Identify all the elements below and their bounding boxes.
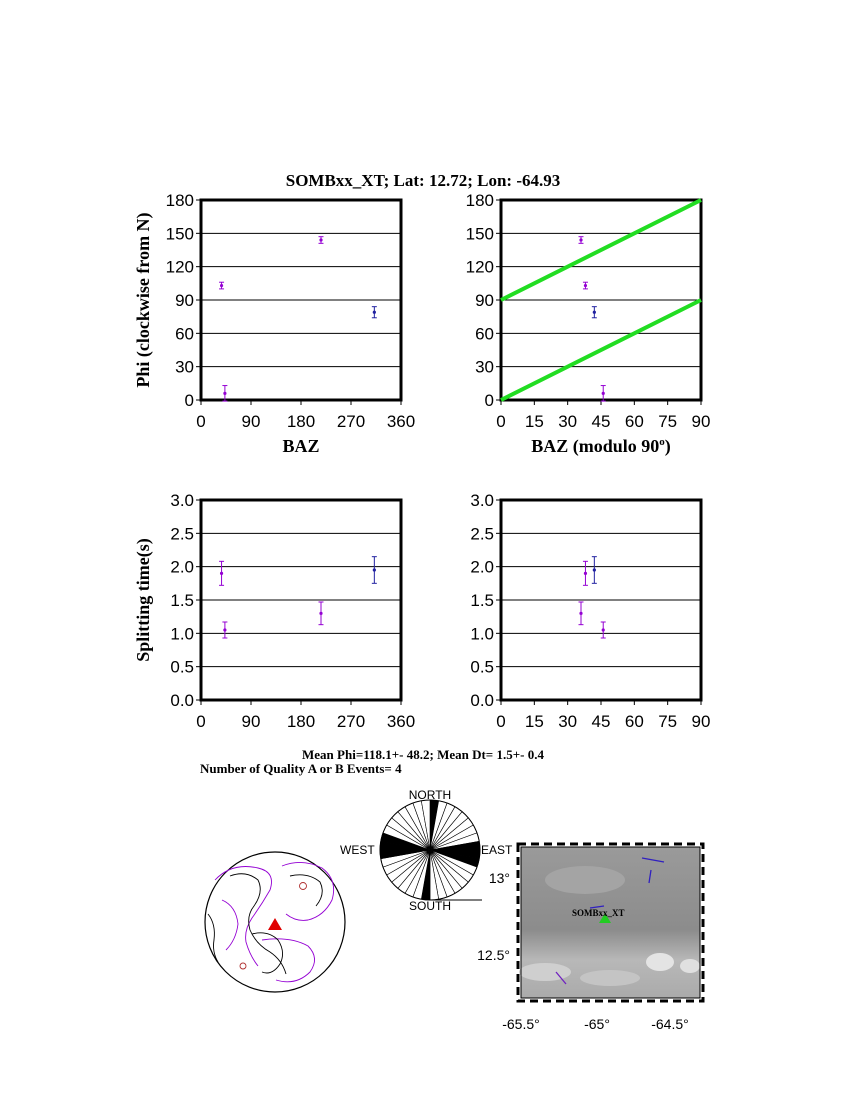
y-tick-label: 2.0 — [170, 557, 194, 577]
data-point — [319, 238, 322, 241]
x-tick-label: 15 — [524, 712, 544, 731]
chart-panel-phi-vs-baz-mod90 — [466, 191, 711, 457]
y-tick-label: 2.5 — [470, 524, 494, 544]
y-tick-label: 180 — [465, 191, 494, 210]
data-point — [584, 284, 587, 287]
map-lat-label-1: 13° — [488, 870, 510, 886]
rose-west-label: WEST — [340, 843, 375, 857]
x-tick-label: 180 — [286, 412, 316, 431]
x-tick-label: 45 — [591, 712, 611, 731]
rose-south-label: SOUTH — [409, 899, 451, 913]
summary-count: Number of Quality A or B Events= 4 — [200, 761, 402, 776]
x-tick-label: 90 — [241, 712, 261, 731]
chart-panel-phi-vs-baz — [133, 191, 415, 456]
map-lon-label-1: -65.5° — [502, 1016, 540, 1032]
y-tick-label: 3.0 — [170, 491, 194, 510]
y-tick-label: 0 — [484, 391, 494, 410]
data-point — [220, 572, 223, 575]
rose-diagram — [340, 788, 513, 913]
x-tick-label: 360 — [386, 412, 416, 431]
data-point — [579, 612, 582, 615]
panels — [133, 191, 710, 731]
data-point — [373, 568, 376, 571]
x-tick-label: 0 — [496, 412, 506, 431]
y-tick-label: 1.0 — [470, 624, 494, 644]
x-tick-label: 0 — [496, 712, 506, 731]
x-tick-label: 60 — [624, 412, 644, 431]
x-tick-label: 75 — [658, 412, 678, 431]
rose-east-label: EAST — [481, 843, 513, 857]
x-tick-label: 270 — [336, 412, 366, 431]
map-lon-label-2: -65° — [584, 1016, 610, 1032]
data-point — [223, 628, 226, 631]
data-point — [602, 628, 605, 631]
x-tick-label: 90 — [691, 412, 711, 431]
y-tick-label: 2.5 — [170, 524, 194, 544]
x-tick-label: 30 — [558, 712, 578, 731]
y-tick-label: 0.0 — [470, 691, 494, 710]
map-station-label: SOMBxx_XT — [572, 908, 625, 918]
data-point — [584, 572, 587, 575]
fit-line — [501, 200, 701, 300]
x-axis-label-sup: o — [659, 436, 665, 448]
x-tick-label: 270 — [336, 712, 366, 731]
y-tick-label: 120 — [165, 257, 194, 277]
data-point — [593, 568, 596, 571]
x-tick-label: 0 — [196, 412, 206, 431]
y-tick-label: 0 — [184, 391, 194, 410]
x-tick-label: 75 — [658, 712, 678, 731]
fit-line — [501, 300, 701, 400]
y-tick-label: 0.0 — [170, 691, 194, 710]
x-tick-label: 180 — [286, 712, 316, 731]
y-tick-label: 1.0 — [170, 624, 194, 644]
y-tick-label: 0.5 — [170, 657, 194, 677]
y-tick-label: 150 — [165, 224, 194, 244]
rose-sectors — [380, 800, 480, 900]
data-point — [602, 392, 605, 395]
x-tick-label: 30 — [558, 412, 578, 431]
data-point — [220, 284, 223, 287]
data-point — [319, 612, 322, 615]
y-tick-label: 30 — [175, 357, 194, 377]
globe-map — [205, 852, 345, 992]
data-point — [373, 311, 376, 314]
y-tick-label: 120 — [465, 257, 494, 277]
y-tick-label: 150 — [465, 224, 494, 244]
map-lat-label-2: 12.5° — [477, 947, 510, 963]
data-point — [593, 311, 596, 314]
y-tick-label: 60 — [175, 324, 194, 344]
x-tick-label: 90 — [241, 412, 261, 431]
y-tick-label: 1.5 — [170, 591, 194, 610]
x-axis-label: BAZ — [282, 436, 320, 456]
figure-title: SOMBxx_XT; Lat: 12.72; Lon: -64.93 — [285, 171, 561, 190]
y-tick-label: 60 — [475, 324, 494, 344]
x-axis-label: BAZ (modulo 90$^o$) — [531, 436, 671, 456]
x-tick-label: 60 — [624, 712, 644, 731]
x-tick-label: 15 — [524, 412, 544, 431]
x-tick-label: 0 — [196, 712, 206, 731]
summary-mean: Mean Phi=118.1+- 48.2; Mean Dt= 1.5+- 0.4 — [302, 747, 544, 762]
y-tick-label: 180 — [165, 191, 194, 210]
y-tick-label: 30 — [475, 357, 494, 377]
y-tick-label: 90 — [475, 291, 494, 310]
chart-panel-dt-vs-baz — [133, 491, 415, 731]
x-tick-label: 90 — [691, 712, 711, 731]
x-tick-label: 360 — [386, 712, 416, 731]
y-tick-label: 0.5 — [470, 657, 494, 677]
chart-panel-dt-vs-baz-mod90 — [470, 491, 710, 731]
y-axis-label: Phi (clockwise from N) — [133, 212, 153, 388]
x-tick-label: 45 — [591, 412, 611, 431]
x-axis-label-end: ) — [664, 436, 671, 456]
data-point — [223, 392, 226, 395]
data-point — [579, 238, 582, 241]
y-axis-label: Splitting time(s) — [133, 538, 153, 662]
y-tick-label: 90 — [175, 291, 194, 310]
map-lon-label-3: -64.5° — [651, 1016, 689, 1032]
y-tick-label: 2.0 — [470, 557, 494, 577]
y-tick-label: 1.5 — [470, 591, 494, 610]
y-tick-label: 3.0 — [470, 491, 494, 510]
regional-map — [477, 844, 703, 1032]
rose-north-label: NORTH — [408, 788, 452, 802]
